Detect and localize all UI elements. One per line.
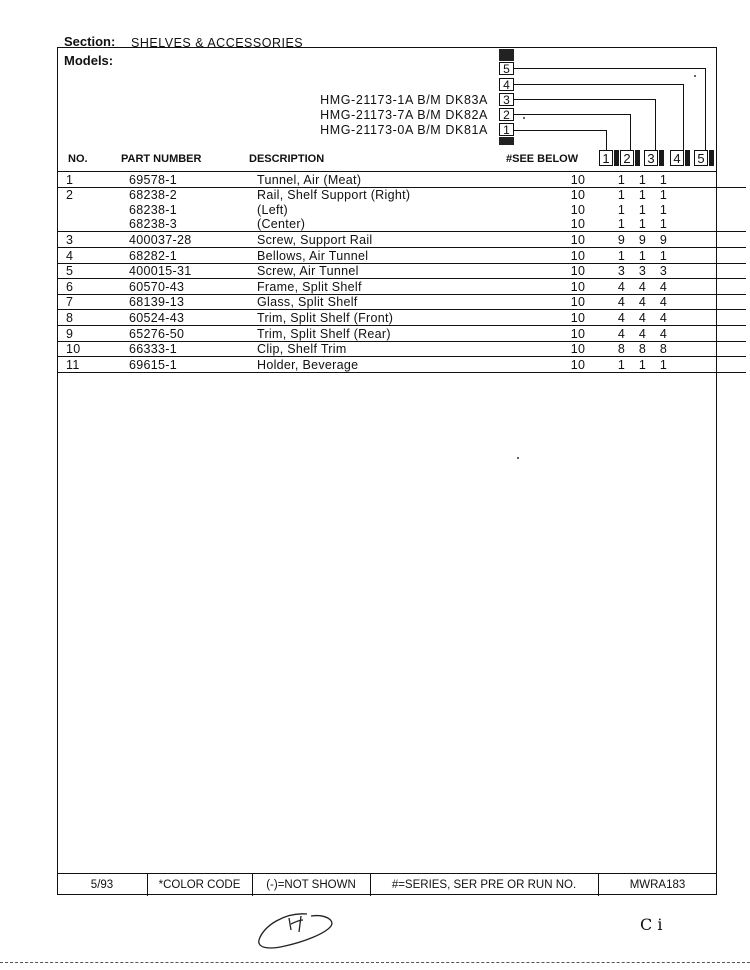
speck bbox=[517, 457, 519, 459]
col-shade bbox=[685, 150, 690, 166]
qty-model-3: 1 bbox=[653, 217, 674, 232]
qty-model-1: 1 bbox=[611, 357, 632, 373]
qty-model-1: 1 bbox=[617, 202, 626, 217]
model-box-4: 4 bbox=[499, 78, 514, 91]
qty-empty bbox=[674, 202, 746, 217]
footer-date: 5/93 bbox=[57, 874, 148, 896]
footer-series-note: #=SERIES, SER PRE OR RUN NO. bbox=[370, 874, 599, 896]
qty-model-3: 3 bbox=[653, 263, 674, 279]
description: (Left) bbox=[257, 202, 288, 217]
qty-model-2: 1 bbox=[632, 357, 653, 373]
model-box-5: 5 bbox=[499, 62, 514, 75]
col-header-part-number: PART NUMBER bbox=[121, 153, 202, 165]
qty-model-1: 4 bbox=[611, 279, 632, 295]
see-below: 10 bbox=[545, 247, 611, 263]
see-below: 10 bbox=[545, 232, 611, 248]
qty-model-1: 1 bbox=[611, 217, 632, 232]
part-number: 60570-43 bbox=[129, 279, 257, 295]
col-header-model-3: 3 bbox=[644, 150, 658, 166]
part-number: 69615-1 bbox=[129, 357, 257, 373]
table-row bbox=[58, 325, 746, 341]
footer-bar bbox=[57, 873, 717, 896]
see-below: 10 bbox=[545, 357, 611, 373]
qty-model-2: 4 bbox=[632, 310, 653, 326]
box-shade-bottom bbox=[499, 137, 514, 145]
item-number: 1 bbox=[58, 172, 129, 187]
see-below: 10 bbox=[570, 188, 586, 203]
qty-model-2: 1 bbox=[632, 217, 653, 232]
part-number: 60524-43 bbox=[129, 310, 257, 326]
qty-model-2: 8 bbox=[632, 341, 653, 357]
item-number: 10 bbox=[58, 341, 129, 357]
qty-model-3: 1 bbox=[659, 188, 668, 203]
qty-empty bbox=[674, 172, 746, 187]
connector-1-drop bbox=[606, 130, 607, 150]
col-header-model-5: 5 bbox=[694, 150, 708, 166]
description: Screw, Support Rail bbox=[257, 232, 545, 248]
section-label: Section: bbox=[64, 34, 116, 49]
qty-empty bbox=[674, 217, 746, 232]
see-below: 10 bbox=[545, 310, 611, 326]
see-below: 10 bbox=[545, 294, 611, 310]
qty-model-2: 1 bbox=[638, 188, 647, 203]
description: Bellows, Air Tunnel bbox=[257, 247, 545, 263]
footer-color-code: *COLOR CODE bbox=[147, 874, 253, 896]
description: Trim, Split Shelf (Front) bbox=[257, 310, 545, 326]
footer-not-shown: (-)=NOT SHOWN bbox=[252, 874, 371, 896]
qty-model-2: 4 bbox=[632, 279, 653, 295]
table-row bbox=[58, 294, 746, 310]
handwritten-corner-mark: C i bbox=[640, 915, 663, 934]
qty-empty bbox=[674, 279, 746, 295]
item-number bbox=[58, 217, 129, 232]
col-shade bbox=[635, 150, 640, 166]
col-shade bbox=[659, 150, 664, 166]
item-number: 2 bbox=[66, 188, 74, 203]
col-header-no: NO. bbox=[68, 153, 88, 165]
see-below: 10 bbox=[545, 263, 611, 279]
model-line-2: HMG-21173-7A B/M DK82A bbox=[320, 108, 488, 122]
item-number: 7 bbox=[58, 294, 129, 310]
item-number: 4 bbox=[58, 247, 129, 263]
qty-model-2: 4 bbox=[632, 325, 653, 341]
see-below: 10 bbox=[545, 341, 611, 357]
qty-model-1: 9 bbox=[611, 232, 632, 248]
models-label: Models: bbox=[64, 53, 114, 68]
item-number bbox=[58, 202, 129, 217]
model-line-3: HMG-21173-1A B/M DK83A bbox=[320, 93, 488, 107]
connector-4-drop bbox=[683, 84, 684, 150]
col-shade bbox=[709, 150, 714, 166]
qty-model-2: 4 bbox=[632, 294, 653, 310]
qty-model-1: 3 bbox=[611, 263, 632, 279]
qty-model-2: 1 bbox=[632, 172, 653, 187]
connector-5 bbox=[514, 68, 705, 69]
description: Tunnel, Air (Meat) bbox=[257, 172, 545, 187]
table-row bbox=[58, 247, 746, 263]
item-number: 11 bbox=[58, 357, 129, 373]
part-number: 68238-3 bbox=[129, 217, 257, 232]
col-shade bbox=[614, 150, 619, 166]
connector-3 bbox=[514, 99, 655, 100]
table-row bbox=[58, 341, 746, 357]
qty-empty bbox=[674, 247, 746, 263]
handwritten-initial bbox=[255, 908, 335, 952]
speck bbox=[523, 117, 525, 119]
qty-empty bbox=[674, 310, 746, 326]
model-box-1: 1 bbox=[499, 123, 514, 136]
connector-2 bbox=[514, 114, 630, 115]
qty-empty bbox=[674, 232, 746, 248]
item-number: 9 bbox=[58, 325, 129, 341]
footer-doc-code: MWRA183 bbox=[629, 879, 686, 891]
qty-empty bbox=[674, 325, 746, 341]
description: Holder, Beverage bbox=[257, 357, 545, 373]
model-box-2: 2 bbox=[499, 108, 514, 121]
qty-model-1: 4 bbox=[611, 325, 632, 341]
qty-empty bbox=[674, 294, 746, 310]
description: Glass, Split Shelf bbox=[257, 294, 545, 310]
speck bbox=[694, 75, 696, 77]
description: Screw, Air Tunnel bbox=[257, 263, 545, 279]
connector-3-drop bbox=[655, 99, 656, 150]
description: (Center) bbox=[257, 217, 545, 232]
table-row bbox=[58, 263, 746, 279]
qty-model-2: 9 bbox=[632, 232, 653, 248]
part-number: 68238-2 bbox=[129, 188, 177, 203]
part-number: 68282-1 bbox=[129, 247, 257, 263]
qty-empty bbox=[674, 263, 746, 279]
table-row bbox=[58, 232, 746, 248]
part-number: 66333-1 bbox=[129, 341, 257, 357]
qty-model-1: 4 bbox=[611, 310, 632, 326]
description: Clip, Shelf Trim bbox=[257, 341, 545, 357]
qty-model-3: 1 bbox=[653, 247, 674, 263]
table-row bbox=[58, 217, 746, 232]
qty-model-1: 1 bbox=[617, 188, 626, 203]
see-below: 10 bbox=[545, 279, 611, 295]
connector-4 bbox=[514, 84, 683, 85]
scan-edge-line bbox=[0, 962, 750, 963]
qty-model-3: 1 bbox=[653, 172, 674, 187]
qty-empty bbox=[674, 357, 746, 373]
qty-model-1: 8 bbox=[611, 341, 632, 357]
part-number: 68139-13 bbox=[129, 294, 257, 310]
item-number: 3 bbox=[58, 232, 129, 248]
qty-model-3: 4 bbox=[653, 279, 674, 295]
table-row bbox=[58, 187, 746, 202]
qty-model-1: 4 bbox=[611, 294, 632, 310]
see-below: 10 bbox=[570, 202, 586, 217]
qty-model-3: 4 bbox=[653, 310, 674, 326]
part-number: 68238-1 bbox=[129, 202, 177, 217]
qty-model-3: 8 bbox=[653, 341, 674, 357]
connector-2-drop bbox=[630, 114, 631, 150]
qty-model-3: 4 bbox=[653, 294, 674, 310]
model-box-3: 3 bbox=[499, 93, 514, 106]
table-row bbox=[58, 202, 746, 217]
col-header-model-2: 2 bbox=[620, 150, 634, 166]
parts-table bbox=[58, 172, 746, 373]
see-below: 10 bbox=[545, 172, 611, 187]
col-header-see-below: #SEE BELOW bbox=[506, 153, 579, 165]
see-below: 10 bbox=[545, 217, 611, 232]
part-number: 400037-28 bbox=[129, 232, 257, 248]
connector-1 bbox=[514, 130, 606, 131]
qty-model-3: 1 bbox=[653, 357, 674, 373]
item-number: 5 bbox=[58, 263, 129, 279]
qty-model-3: 4 bbox=[653, 325, 674, 341]
item-number: 6 bbox=[58, 279, 129, 295]
table-row bbox=[58, 279, 746, 295]
section-title: SHELVES & ACCESSORIES bbox=[131, 36, 304, 50]
col-header-model-1: 1 bbox=[599, 150, 613, 166]
qty-model-3: 1 bbox=[659, 202, 668, 217]
qty-model-2: 3 bbox=[632, 263, 653, 279]
col-header-description: DESCRIPTION bbox=[249, 153, 325, 165]
qty-model-1: 1 bbox=[611, 172, 632, 187]
part-number: 400015-31 bbox=[129, 263, 257, 279]
description: Trim, Split Shelf (Rear) bbox=[257, 325, 545, 341]
qty-model-3: 9 bbox=[653, 232, 674, 248]
part-number: 65276-50 bbox=[129, 325, 257, 341]
table-row bbox=[58, 172, 746, 187]
see-below: 10 bbox=[545, 325, 611, 341]
qty-model-2: 1 bbox=[638, 202, 647, 217]
qty-empty bbox=[674, 341, 746, 357]
col-header-model-4: 4 bbox=[670, 150, 684, 166]
table-row bbox=[58, 310, 746, 326]
part-number: 69578-1 bbox=[129, 172, 257, 187]
connector-5-drop bbox=[705, 68, 706, 150]
model-line-1: HMG-21173-0A B/M DK81A bbox=[320, 123, 488, 137]
qty-empty bbox=[674, 187, 746, 202]
table-row bbox=[58, 357, 746, 373]
description: Frame, Split Shelf bbox=[257, 279, 545, 295]
box-shade-top bbox=[499, 49, 514, 61]
item-number: 8 bbox=[58, 310, 129, 326]
description: Rail, Shelf Support (Right) bbox=[257, 188, 411, 203]
qty-model-1: 1 bbox=[611, 247, 632, 263]
qty-model-2: 1 bbox=[632, 247, 653, 263]
